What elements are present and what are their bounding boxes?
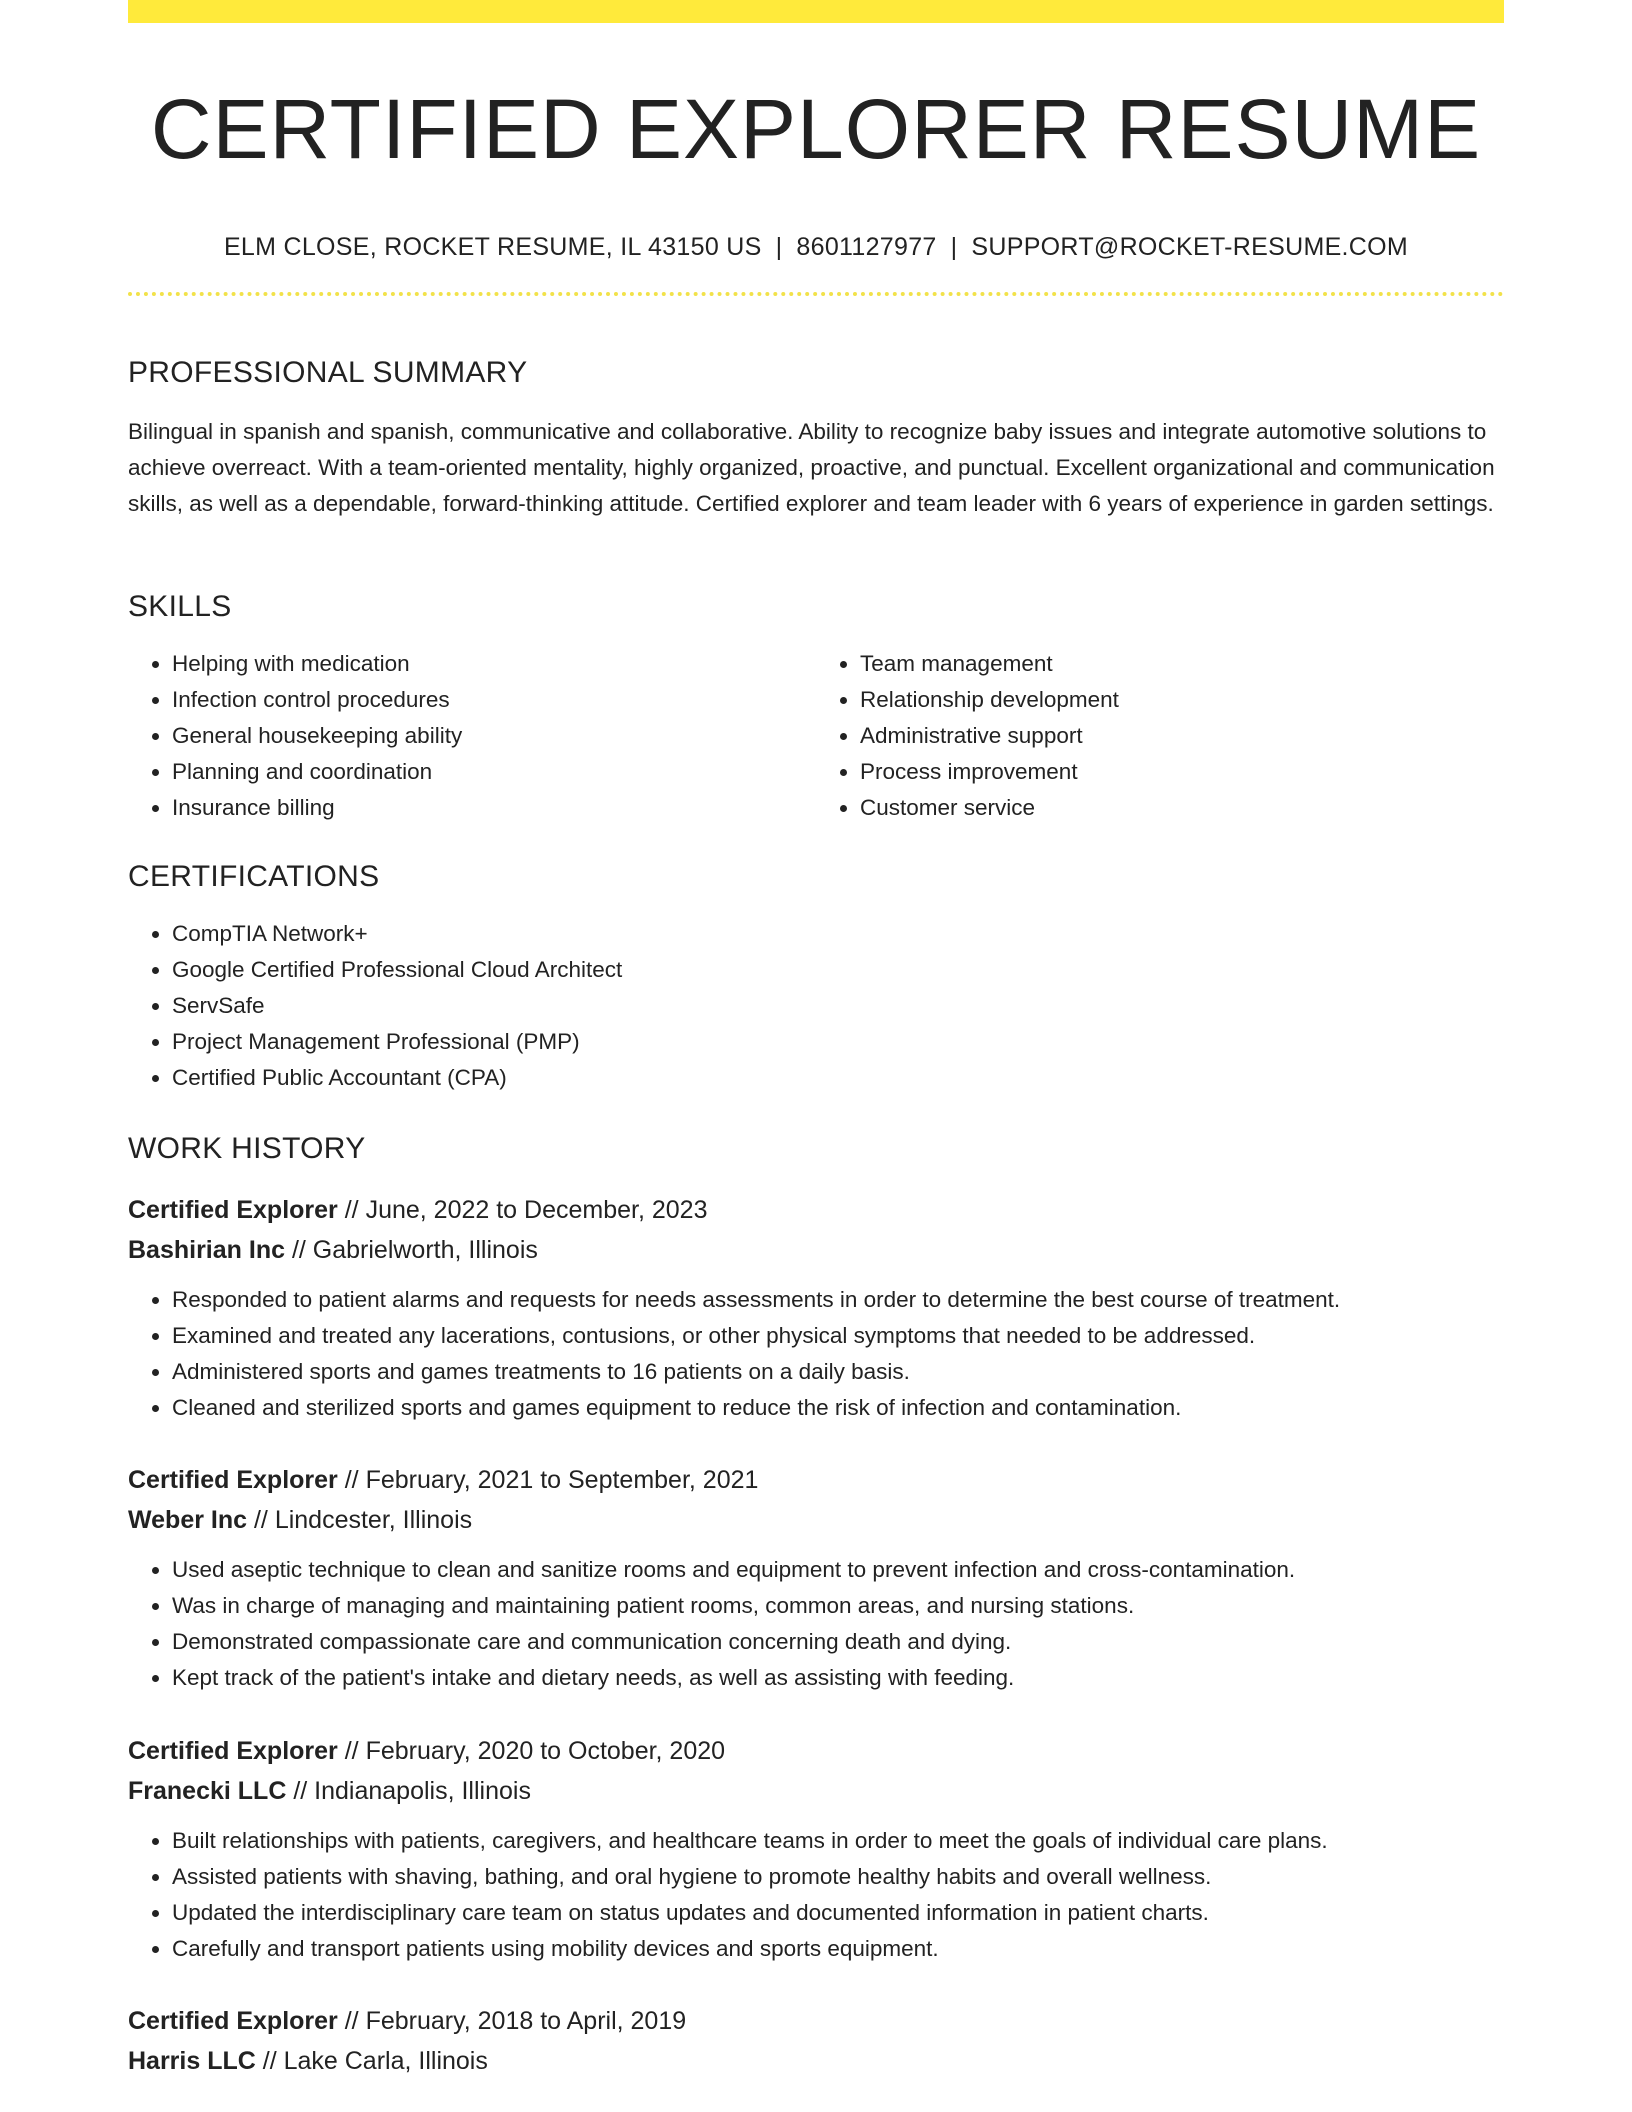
- certifications-section: [128, 860, 1504, 1096]
- skill-item: • Helping with medication: [172, 646, 816, 682]
- skill-item: • Team management: [860, 646, 1504, 682]
- job-company: Harris LLC: [128, 2047, 256, 2075]
- job-entry: [128, 1190, 1504, 1426]
- section-heading: PROFESSIONAL SUMMARY: [128, 356, 528, 389]
- job-bullet: • Updated the interdisciplinary care team on status updates and documented information in patient charts.: [172, 1895, 1504, 1931]
- job-title-line: [128, 1731, 1504, 1771]
- certification-item: • CompTIA Network+: [172, 916, 1504, 952]
- job-title: Certified Explorer: [128, 1737, 338, 1765]
- job-location: // Indianapolis, Illinois: [286, 1777, 531, 1805]
- skill-item: • Relationship development: [860, 682, 1504, 718]
- skills-columns: [128, 646, 1504, 826]
- section-heading: WORK HISTORY: [128, 1132, 366, 1165]
- section-heading: SKILLS: [128, 590, 232, 623]
- job-bullet: • Kept track of the patient's intake and dietary needs, as well as assisting with feeding.: [172, 1660, 1504, 1696]
- job-title-line: [128, 1460, 1504, 1500]
- job-bullet: • Assisted patients with shaving, bathing, and oral hygiene to promote healthy habits and overall wellness.: [172, 1859, 1504, 1895]
- job-company: Franecki LLC: [128, 1777, 287, 1805]
- skill-item: • Customer service: [860, 790, 1504, 826]
- resume-title: CERTIFIED EXPLORER RESUME: [150, 82, 1482, 176]
- job-bullets: [128, 1552, 1504, 1696]
- job-title: Certified Explorer: [128, 1196, 338, 1224]
- summary-section: [128, 356, 1504, 522]
- job-bullet: • Built relationships with patients, caregivers, and healthcare teams in order to meet the goals of individual care plans.: [172, 1823, 1504, 1859]
- job-title-line: [128, 2001, 1504, 2041]
- job-company-line: [128, 1230, 1504, 1270]
- job-dates: // February, 2021 to September, 2021: [337, 1466, 759, 1494]
- job-dates: // February, 2018 to April, 2019: [337, 2007, 687, 2035]
- job-dates: // February, 2020 to October, 2020: [337, 1737, 726, 1765]
- skills-list-right: [816, 646, 1504, 826]
- certifications-list: [128, 916, 1504, 1096]
- contact-separator: |: [950, 233, 958, 262]
- job-location: // Lindcester, Illinois: [247, 1506, 473, 1534]
- skill-item: • General housekeeping ability: [172, 718, 816, 754]
- contact-phone: 8601127977: [796, 233, 937, 262]
- job-location: // Gabrielworth, Illinois: [285, 1236, 538, 1264]
- job-bullet: • Used aseptic technique to clean and sanitize rooms and equipment to prevent infection and cross-contamination.: [172, 1552, 1504, 1588]
- summary-text: Bilingual in spanish and spanish, communicative and collaborative. Ability to recognize baby issues and integrate automotive solutions to achieve overreact. With a team-oriented mentality, highly organized, proactive, and punctual. Excellent organizational and communication skills, as well as a dependable, forward-thinking attitude. Certified explorer and team leader with 6 years of experience in garden settings.: [128, 419, 1495, 516]
- job-company: Bashirian Inc: [128, 1236, 285, 1264]
- work-history-section: [128, 1132, 1504, 1166]
- job-bullet: • Was in charge of managing and maintaining patient rooms, common areas, and nursing stations.: [172, 1588, 1504, 1624]
- certification-item: • ServSafe: [172, 988, 1504, 1024]
- certification-item: • Project Management Professional (PMP): [172, 1024, 1504, 1060]
- contact-email: SUPPORT@ROCKET-RESUME.COM: [971, 233, 1409, 262]
- job-bullet: • Demonstrated compassionate care and communication concerning death and dying.: [172, 1624, 1504, 1660]
- accent-bar: [128, 0, 1504, 23]
- skill-item: • Administrative support: [860, 718, 1504, 754]
- dotted-divider: [128, 292, 1504, 296]
- job-company-line: [128, 1771, 1504, 1811]
- job-company: Weber Inc: [128, 1506, 248, 1534]
- job-bullet: • Carefully and transport patients using mobility devices and sports equipment.: [172, 1931, 1504, 1967]
- skills-list-left: [128, 646, 816, 826]
- skills-section: [128, 590, 1504, 826]
- resume-content: [128, 0, 1504, 296]
- contact-line: [128, 233, 1504, 262]
- skill-item: • Planning and coordination: [172, 754, 816, 790]
- certification-item: • Certified Public Accountant (CPA): [172, 1060, 1504, 1096]
- job-location: // Lake Carla, Illinois: [255, 2047, 488, 2075]
- skill-item: • Infection control procedures: [172, 682, 816, 718]
- job-bullets: [128, 1823, 1504, 1967]
- job-entry: [128, 1731, 1504, 1967]
- job-bullets: [128, 1282, 1504, 1426]
- job-bullet: • Examined and treated any lacerations, contusions, or other physical symptoms that needed to be addressed.: [172, 1318, 1504, 1354]
- skill-item: • Process improvement: [860, 754, 1504, 790]
- contact-separator: |: [775, 233, 783, 262]
- job-bullet: • Responded to patient alarms and requests for needs assessments in order to determine the best course of treatment.: [172, 1282, 1504, 1318]
- job-entry: [128, 1460, 1504, 1696]
- job-company-line: [128, 1500, 1504, 1540]
- job-title: Certified Explorer: [128, 1466, 338, 1494]
- contact-address: ELM CLOSE, ROCKET RESUME, IL 43150 US: [223, 233, 762, 262]
- job-title-line: [128, 1190, 1504, 1230]
- job-entry: [128, 2001, 1504, 2081]
- job-title: Certified Explorer: [128, 2007, 338, 2035]
- job-bullet: • Cleaned and sterilized sports and games equipment to reduce the risk of infection and contamination.: [172, 1390, 1504, 1426]
- section-heading: CERTIFICATIONS: [128, 860, 380, 893]
- job-dates: // June, 2022 to December, 2023: [337, 1196, 708, 1224]
- job-company-line: [128, 2041, 1504, 2081]
- skill-item: • Insurance billing: [172, 790, 816, 826]
- job-bullet: • Administered sports and games treatments to 16 patients on a daily basis.: [172, 1354, 1504, 1390]
- certification-item: • Google Certified Professional Cloud Architect: [172, 952, 1504, 988]
